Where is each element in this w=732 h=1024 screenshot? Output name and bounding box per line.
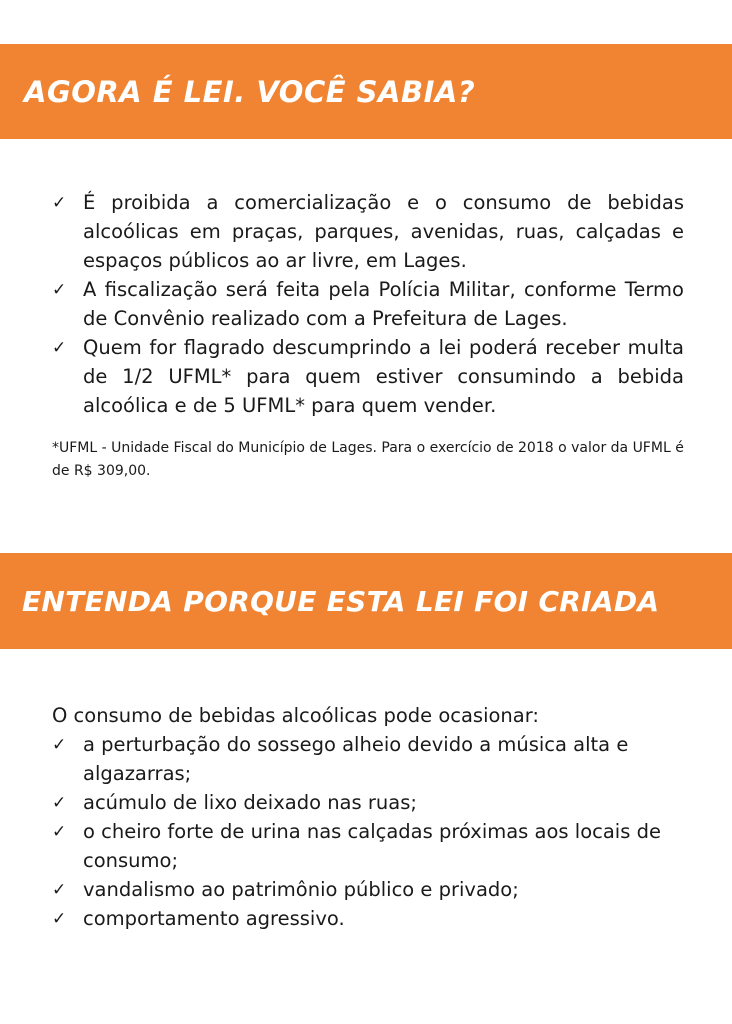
law-facts-list	[52, 188, 684, 420]
reasons-section	[52, 701, 684, 933]
reasons-intro: O consumo de bebidas alcoólicas pode ocasionar:	[52, 704, 539, 727]
section-banner-law	[0, 44, 732, 139]
list-item-text: É proibida a comercialização e o consumo de bebidas alcoólicas em praças, parques, avenidas, ruas, calçadas e espaços públicos ao ar livre, em Lages.	[83, 191, 684, 272]
checkmark-icon: ✓	[52, 193, 67, 213]
checkmark-icon: ✓	[52, 793, 67, 813]
checkmark-icon: ✓	[52, 338, 67, 358]
section-heading: AGORA É LEI. VOCÊ SABIA?	[24, 74, 476, 109]
list-item	[52, 875, 684, 904]
section-banner-reasons	[0, 553, 732, 649]
section-heading: ENTENDA PORQUE ESTA LEI FOI CRIADA	[22, 584, 660, 618]
list-item	[52, 788, 684, 817]
checkmark-icon: ✓	[52, 909, 67, 929]
list-item	[52, 904, 684, 933]
list-item	[52, 188, 684, 275]
checkmark-icon: ✓	[52, 280, 67, 300]
list-item	[52, 275, 684, 333]
list-item-text: Quem for flagrado descumprindo a lei poderá receber multa de 1/2 UFML* para quem estiver consumindo a bebida alcoólica e de 5 UFML* para quem vender.	[83, 336, 684, 417]
checkmark-icon: ✓	[52, 880, 67, 900]
law-facts-section	[52, 188, 684, 420]
reasons-list	[52, 730, 684, 933]
checkmark-icon: ✓	[52, 735, 67, 755]
footnote: *UFML - Unidade Fiscal do Município de Lages. Para o exercício de 2018 o valor da UFML é de R$ 309,00.	[52, 440, 684, 479]
list-item-text: A fiscalização será feita pela Polícia Militar, conforme Termo de Convênio realizado com a Prefeitura de Lages.	[83, 278, 684, 330]
list-item	[52, 817, 684, 875]
list-item	[52, 333, 684, 420]
list-item-text: vandalismo ao patrimônio público e privado;	[83, 878, 519, 901]
list-item-text: acúmulo de lixo deixado nas ruas;	[83, 791, 417, 814]
list-item-text: comportamento agressivo.	[83, 907, 345, 930]
list-item-text: o cheiro forte de urina nas calçadas próximas aos locais de consumo;	[83, 820, 661, 872]
checkmark-icon: ✓	[52, 822, 67, 842]
list-item-text: a perturbação do sossego alheio devido a música alta e algazarras;	[83, 733, 629, 785]
list-item	[52, 730, 684, 788]
